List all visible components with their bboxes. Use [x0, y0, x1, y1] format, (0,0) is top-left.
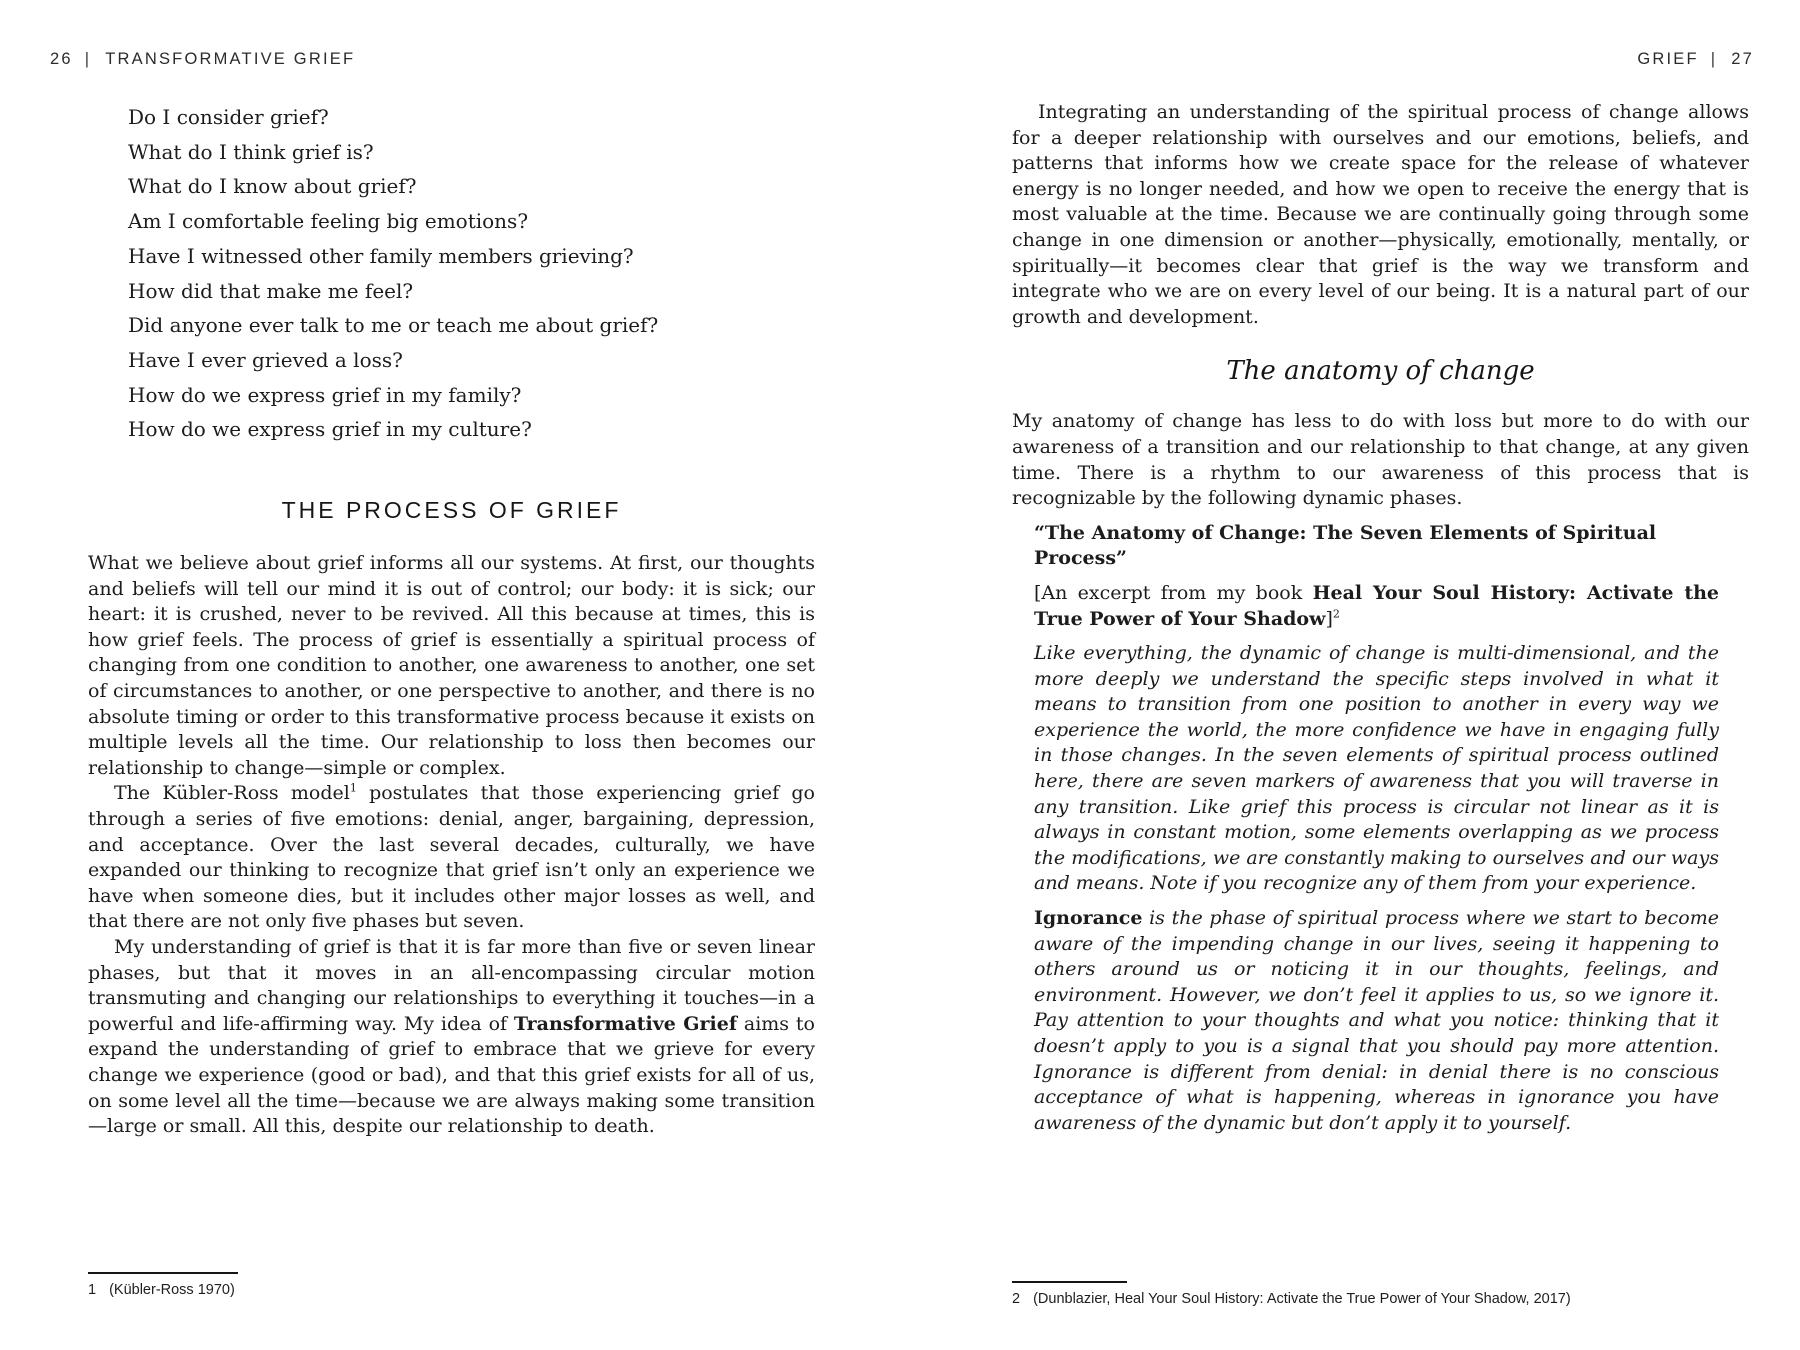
- list-item: What do I think grief is?: [128, 139, 374, 164]
- list-item: How did that make me feel?: [128, 278, 414, 303]
- footnote-number: 1: [88, 1282, 97, 1298]
- book-title: Heal Your Soul History: Activate the True Power of Your Shadow: [1034, 581, 1720, 630]
- page-number-right: 27: [1731, 50, 1754, 68]
- paragraph: [88, 935, 815, 1140]
- footnote-text: (Kübler-Ross 1970): [109, 1282, 235, 1298]
- phase-term: Ignorance: [1034, 907, 1143, 930]
- footnote-rule: [1012, 1281, 1127, 1283]
- excerpt-attribution: [1034, 581, 1719, 632]
- list-item: Have I ever grieved a loss?: [128, 347, 403, 372]
- paragraph: [88, 781, 815, 935]
- paragraph-text: postulates that those experiencing grief go through a series of five emotions: denial, anger, bargaining, depression, and acceptance. Over the last several decades, culturally, we have expanded our thinking to recognize that grief isn’t only an experience we have when someone dies, but it includes other major losses as well, and that there are not only five phases but seven.: [88, 782, 815, 933]
- page-left: [88, 0, 815, 1350]
- footnote-text: (Dunblazier, Heal Your Soul History: Activate the True Power of Your Shadow, 2017): [1033, 1291, 1571, 1307]
- paragraph-text: The Kübler-Ross model: [114, 782, 350, 805]
- paragraph: Integrating an understanding of the spiritual process of change allows for a deeper relationship with ourselves and our emotions, beliefs, and patterns that informs how we create space for the release of whatever energy is no longer needed, and how we open to receive the energy that is most valuable at the time. Because we are continually going through some change in one dimension or another—physically, emotionally, mentally, or spiritually—it becomes clear that grief is the way we transform and integrate who we are on every level of our being. It is a natural part of our growth and development.: [1012, 101, 1749, 328]
- header-separator: |: [1710, 50, 1718, 68]
- page-right: [1012, 0, 1749, 1350]
- excerpt-paragraph-ignorance: [1034, 906, 1719, 1136]
- excerpt-paragraph: Like everything, the dynamic of change is multi-dimensional, and the more deeply we understand the specific steps involved in what it means to transition from one position to another in every way we experience the world, the more confidence we have in engaging fully in those changes. In the seven elements of spiritual process outlined here, there are seven markers of awareness that you will traverse in any transition. Like grief this process is circular not linear as it is always in constant motion, some elements overlapping as we process the modifications, we are constantly making to ourselves and our ways and means. Note if you recognize any of them from your experience.: [1034, 642, 1719, 895]
- paragraph-text: [An excerpt from my book: [1034, 581, 1313, 604]
- list-item: Do I consider grief?: [128, 105, 329, 129]
- paragraph: My anatomy of change has less to do with loss but more to do with our awareness of a transition and our relationship to that change, at any given time. There is a rhythm to our awareness of this process that is recognizable by the following dynamic phases.: [1012, 410, 1749, 510]
- paragraph-text: My understanding of grief is that it is far more than five or seven linear phases, but that it moves in an all-encompassing circular motion transmuting and changing our relationships to everything it touches—in a powerful and life-affirming way. My idea of: [88, 935, 815, 1035]
- excerpt-title: “The Anatomy of Change: The Seven Elements of Spiritual Process”: [1034, 521, 1657, 570]
- paragraph-text: is the phase of spiritual process where we start to become aware of the impending change in our lives, seeing it happening to others around us or noticing it in our thoughts, feelings, and environment. However, we don’t feel it applies to us, so we ignore it. Pay attention to your thoughts and what you notice: thinking that it doesn’t apply to you is a signal that you should pay more attention. Ignorance is different from denial: in denial there is no conscious acceptance of what is happening, whereas in ignorance you have awareness of the dynamic but don’t apply it to yourself.: [1034, 907, 1719, 1134]
- footnote-number: 2: [1012, 1291, 1021, 1307]
- footnote-reference: 2: [1332, 607, 1340, 621]
- section-heading: THE PROCESS OF GRIEF: [281, 497, 622, 524]
- paragraph: What we believe about grief informs all our systems. At first, our thoughts and beliefs will tell our mind it is out of control; our body: it is sick; our heart: it is crushed, never to be revived. All this because at times, this is how grief feels. The process of grief is essentially a spiritual process of changing from one condition to another, one awareness to another, one set of circumstances to another, or one perspective to another, and there is no absolute timing or order to this transformative process because it exists on multiple levels all the time. Our relationship to loss then becomes our relationship to change—simple or complex.: [88, 552, 815, 779]
- list-item: Have I witnessed other family members grieving?: [128, 243, 634, 268]
- paragraph-text: ]: [1325, 607, 1333, 630]
- list-item: Did anyone ever talk to me or teach me about grief?: [128, 313, 659, 338]
- footnote-reference: 1: [349, 782, 357, 796]
- footnote-rule: [88, 1272, 238, 1274]
- footnote-left: [88, 1272, 238, 1300]
- running-title-left: TRANSFORMATIVE GRIEF: [105, 50, 356, 68]
- reflection-question-list: [128, 100, 815, 447]
- header-separator: |: [84, 50, 92, 68]
- list-item: How do we express grief in my family?: [128, 382, 522, 407]
- list-item: Am I comfortable feeling big emotions?: [128, 209, 529, 234]
- emphasized-term: Transformative Grief: [513, 1012, 738, 1035]
- list-item: How do we express grief in my culture?: [128, 417, 532, 442]
- paragraph-text: aims to expand the understanding of grief to embrace that we grieve for every change we experience (good or bad), and that this grief exists for all of us, on some level all the time—because we are always making some transition—large or small. All this, despite our relationship to death.: [88, 1012, 815, 1138]
- footnote-right: [1012, 1281, 1571, 1309]
- page-number-left: 26: [50, 50, 73, 68]
- subsection-heading: The anatomy of change: [1226, 356, 1535, 387]
- list-item: What do I know about grief?: [128, 174, 417, 199]
- running-title-right: GRIEF: [1637, 50, 1699, 68]
